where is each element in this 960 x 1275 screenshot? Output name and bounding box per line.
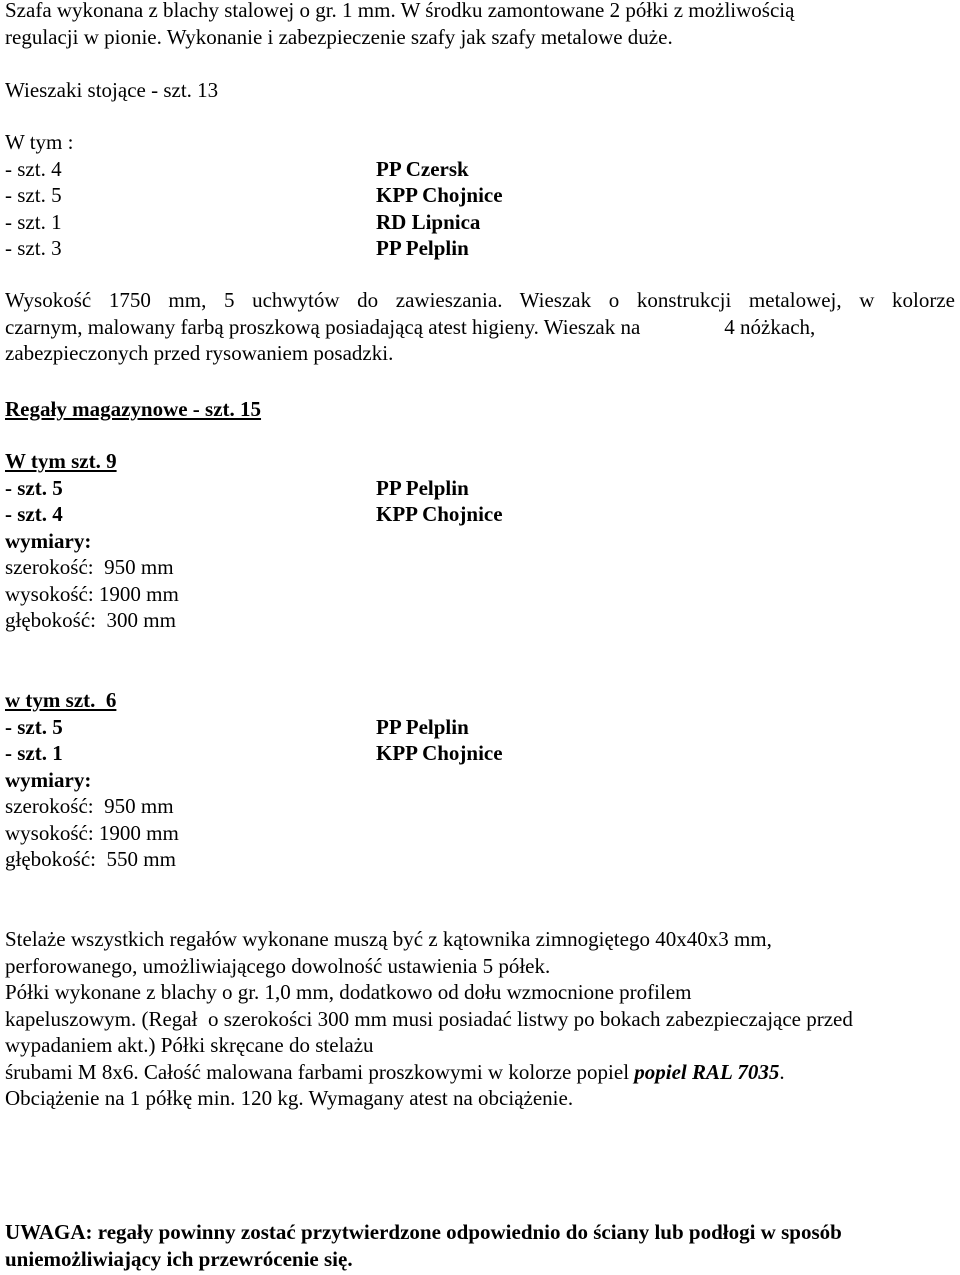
unit-name: PP Pelplin	[376, 714, 469, 739]
unit-name: PP Czersk	[376, 156, 469, 181]
description-line: zabezpieczonych przed rysowaniem posadzki.	[5, 341, 394, 365]
dimension-height: wysokość: 1900 mm	[5, 581, 179, 606]
description-line: Wysokość 1750 mm, 5 uchwytów do zawieszania. Wieszak o konstrukcji metalowej, w kolorze	[5, 288, 955, 312]
specs-line: kapeluszowym. (Regał o szerokości 300 mm musi posiadać listwy po bokach zabezpieczające przed	[5, 1006, 853, 1031]
unit-name: KPP Chojnice	[376, 502, 503, 526]
dimension-width: szerokość: 950 mm	[5, 555, 174, 579]
unit-name: PP Pelplin	[376, 475, 469, 500]
hangers-section	[5, 77, 955, 104]
quantity: - szt. 4	[5, 502, 63, 526]
specs-color-emphasis: popiel RAL 7035	[634, 1059, 780, 1084]
list-item	[5, 156, 955, 183]
hangers-list	[5, 129, 955, 262]
intro-line: regulacji w pionie. Wykonanie i zabezpieczenie szafy jak szafy metalowe duże.	[5, 24, 673, 49]
shelves-group-1	[5, 448, 955, 634]
intro-line: Szafa wykonana z blachy stalowej o gr. 1 mm. W środku zamontowane 2 półki z możliwością	[5, 0, 795, 22]
specs-color-line	[5, 1059, 955, 1086]
description-line: czarnym, malowany farbą proszkową posiadającą atest higieny. Wieszak na 4 nóżkach,	[5, 314, 816, 339]
specs-line: perforowanego, umożliwiającego dowolność ustawienia 5 półek.	[5, 953, 551, 978]
specs-line: Półki wykonane z blachy o gr. 1,0 mm, dodatkowo od dołu wzmocnione profilem	[5, 980, 692, 1004]
specs-load-line: Obciążenie na 1 półkę min. 120 kg. Wymagany atest na obciążenie.	[5, 1086, 574, 1110]
specs-paragraph	[5, 926, 955, 1112]
quantity: - szt. 5	[5, 714, 63, 739]
note-line: UWAGA: regały powinny zostać przytwierdzone odpowiednio do ściany lub podłogi w sposób	[5, 1220, 842, 1244]
quantity: - szt. 1	[5, 209, 62, 234]
list-item	[5, 475, 955, 502]
specs-line: wypadaniem akt.) Półki skręcane do stelażu	[5, 1033, 374, 1057]
shelves-title: Regały magazynowe - szt. 15	[5, 397, 262, 421]
unit-name: PP Pelplin	[376, 236, 469, 260]
group-heading: w tym szt. 6	[5, 688, 117, 712]
intro-paragraph	[5, 0, 955, 50]
hangers-description	[5, 287, 955, 367]
dimension-height: wysokość: 1900 mm	[5, 820, 179, 845]
quantity: - szt. 5	[5, 183, 62, 207]
list-item	[5, 235, 955, 262]
dimension-depth: głębokość: 550 mm	[5, 847, 176, 871]
unit-name: KPP Chojnice	[376, 183, 503, 207]
dimensions-label: wymiary:	[5, 528, 92, 553]
shelves-group-2	[5, 687, 955, 873]
specs-line: Stelaże wszystkich regałów wykonane muszą być z kątownika zimnogiętego 40x40x3 mm,	[5, 927, 772, 951]
hangers-title: Wieszaki stojące - szt. 13	[5, 78, 219, 102]
quantity: - szt. 4	[5, 156, 62, 181]
group-heading: W tym szt. 9	[5, 449, 117, 473]
list-item	[5, 182, 955, 209]
specs-color-text: śrubami M 8x6. Całość malowana farbami proszkowymi w kolorze popiel	[5, 1059, 635, 1084]
unit-name: KPP Chojnice	[376, 741, 503, 765]
shelves-section	[5, 396, 955, 423]
list-item	[5, 209, 955, 236]
dimensions-label: wymiary:	[5, 767, 92, 792]
quantity: - szt. 5	[5, 475, 63, 500]
list-item	[5, 501, 955, 528]
specs-color-end: .	[779, 1059, 785, 1084]
quantity: - szt. 3	[5, 236, 62, 260]
dimension-width: szerokość: 950 mm	[5, 794, 174, 818]
note-line: uniemożliwiający ich przewrócenie się.	[5, 1246, 353, 1271]
quantity: - szt. 1	[5, 741, 63, 765]
dimension-depth: głębokość: 300 mm	[5, 608, 176, 632]
unit-name: RD Lipnica	[376, 209, 481, 234]
hangers-subtitle: W tym :	[5, 130, 74, 154]
list-item	[5, 714, 955, 741]
warning-note	[5, 1219, 955, 1272]
list-item	[5, 740, 955, 767]
